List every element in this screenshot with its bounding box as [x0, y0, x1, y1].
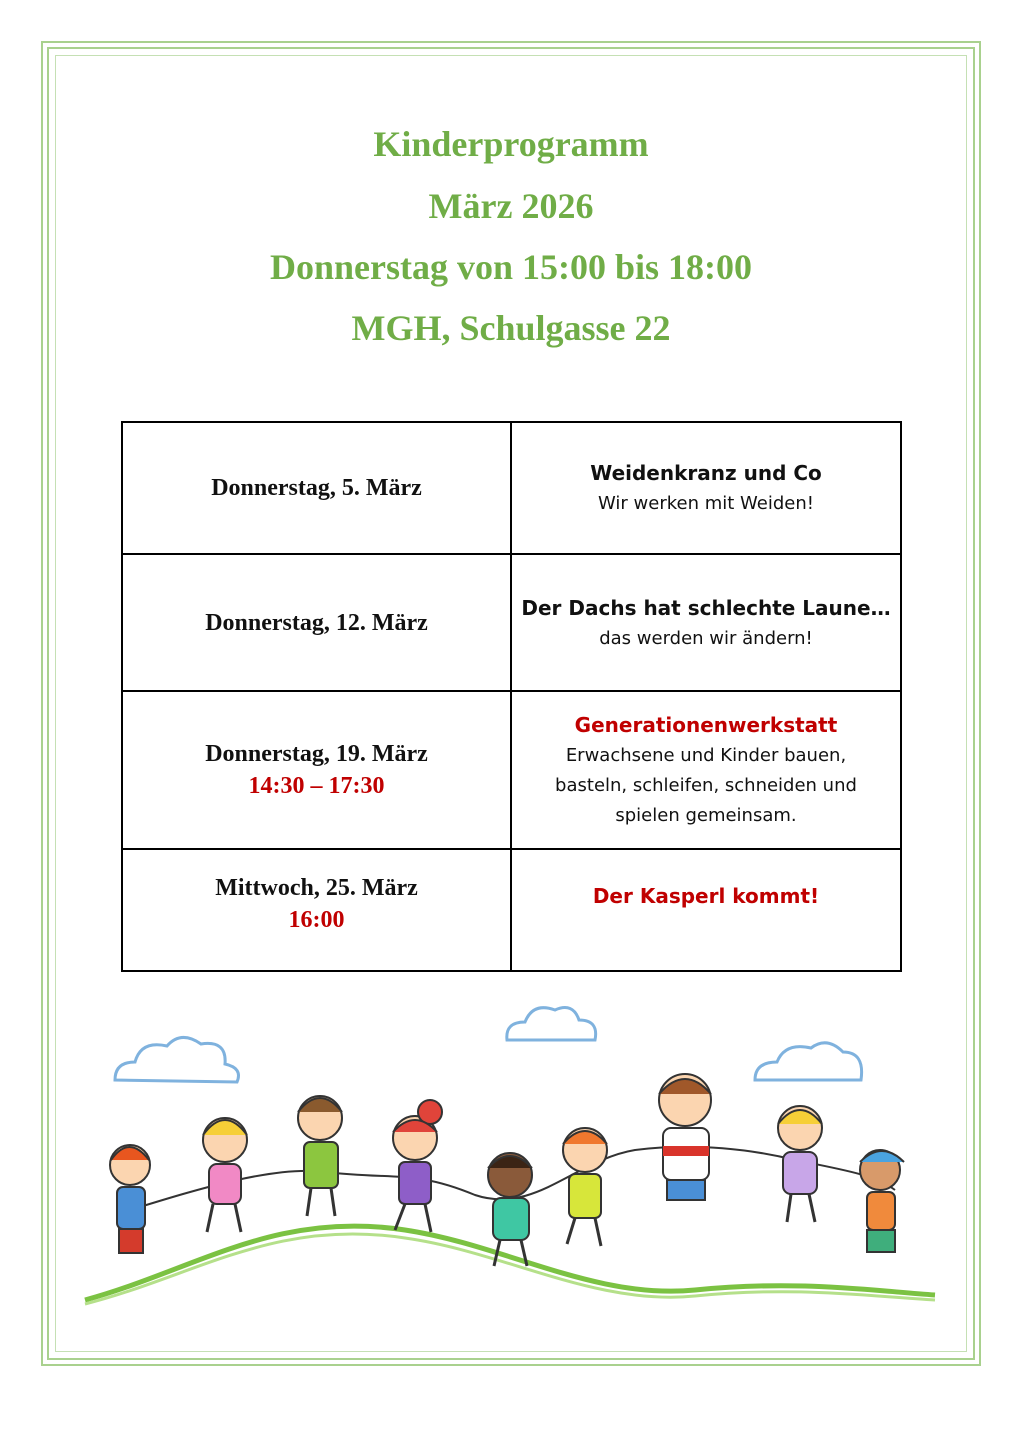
child-figure: [778, 1106, 822, 1222]
event-title: Weidenkranz und Co: [590, 461, 822, 485]
date-cell: [122, 691, 511, 849]
child-figure: [110, 1145, 150, 1253]
grass-hill-shade: [85, 1234, 935, 1304]
event-title: Generationenwerkstatt: [574, 713, 838, 737]
event-description: das werden wir ändern!: [599, 627, 813, 649]
event-cell: [511, 422, 901, 554]
date-cell: [122, 422, 511, 554]
child-figure: [659, 1074, 711, 1200]
child-figure: [203, 1118, 247, 1232]
location-heading: MGH, Schulgasse 22: [351, 308, 671, 348]
event-cell: [511, 554, 901, 691]
cloud-icon: [115, 1037, 239, 1082]
child-figure: [298, 1096, 342, 1216]
event-time: 14:30 – 17:30: [248, 773, 385, 799]
date-cell: [122, 849, 511, 971]
child-figure: [563, 1128, 607, 1246]
event-title: Der Kasperl kommt!: [592, 884, 820, 908]
event-date: Donnerstag, 12. März: [205, 609, 428, 636]
child-figure: [393, 1100, 442, 1232]
date-cell: [122, 554, 511, 691]
event-date: Mittwoch, 25. März: [215, 875, 418, 901]
event-description: Erwachsene und Kinder bauen,: [565, 745, 847, 766]
event-description: spielen gemeinsam.: [615, 805, 797, 826]
cloud-icon: [755, 1043, 862, 1080]
child-figure: [488, 1153, 532, 1266]
table-row: [122, 554, 901, 691]
table-row: [122, 691, 901, 849]
event-title: Der Dachs hat schlechte Laune…: [521, 595, 891, 620]
month-heading: März 2026: [428, 186, 594, 226]
event-time: 16:00: [288, 907, 345, 933]
children-holding-hands-illustration: [75, 1000, 945, 1320]
event-date: Donnerstag, 5. März: [211, 475, 422, 501]
table-row: [122, 422, 901, 554]
program-table: [121, 421, 902, 972]
event-description: Wir werken mit Weiden!: [598, 493, 814, 514]
table-row: [122, 849, 901, 971]
event-description: basteln, schleifen, schneiden und: [555, 775, 857, 796]
event-cell: [511, 849, 901, 971]
event-date: Donnerstag, 19. März: [205, 741, 428, 767]
schedule-hours-heading: Donnerstag von 15:00 bis 18:00: [269, 247, 753, 287]
child-figure: [860, 1150, 904, 1252]
cloud-icon: [507, 1008, 596, 1040]
event-cell: [511, 691, 901, 849]
title: Kinderprogramm: [373, 124, 649, 164]
